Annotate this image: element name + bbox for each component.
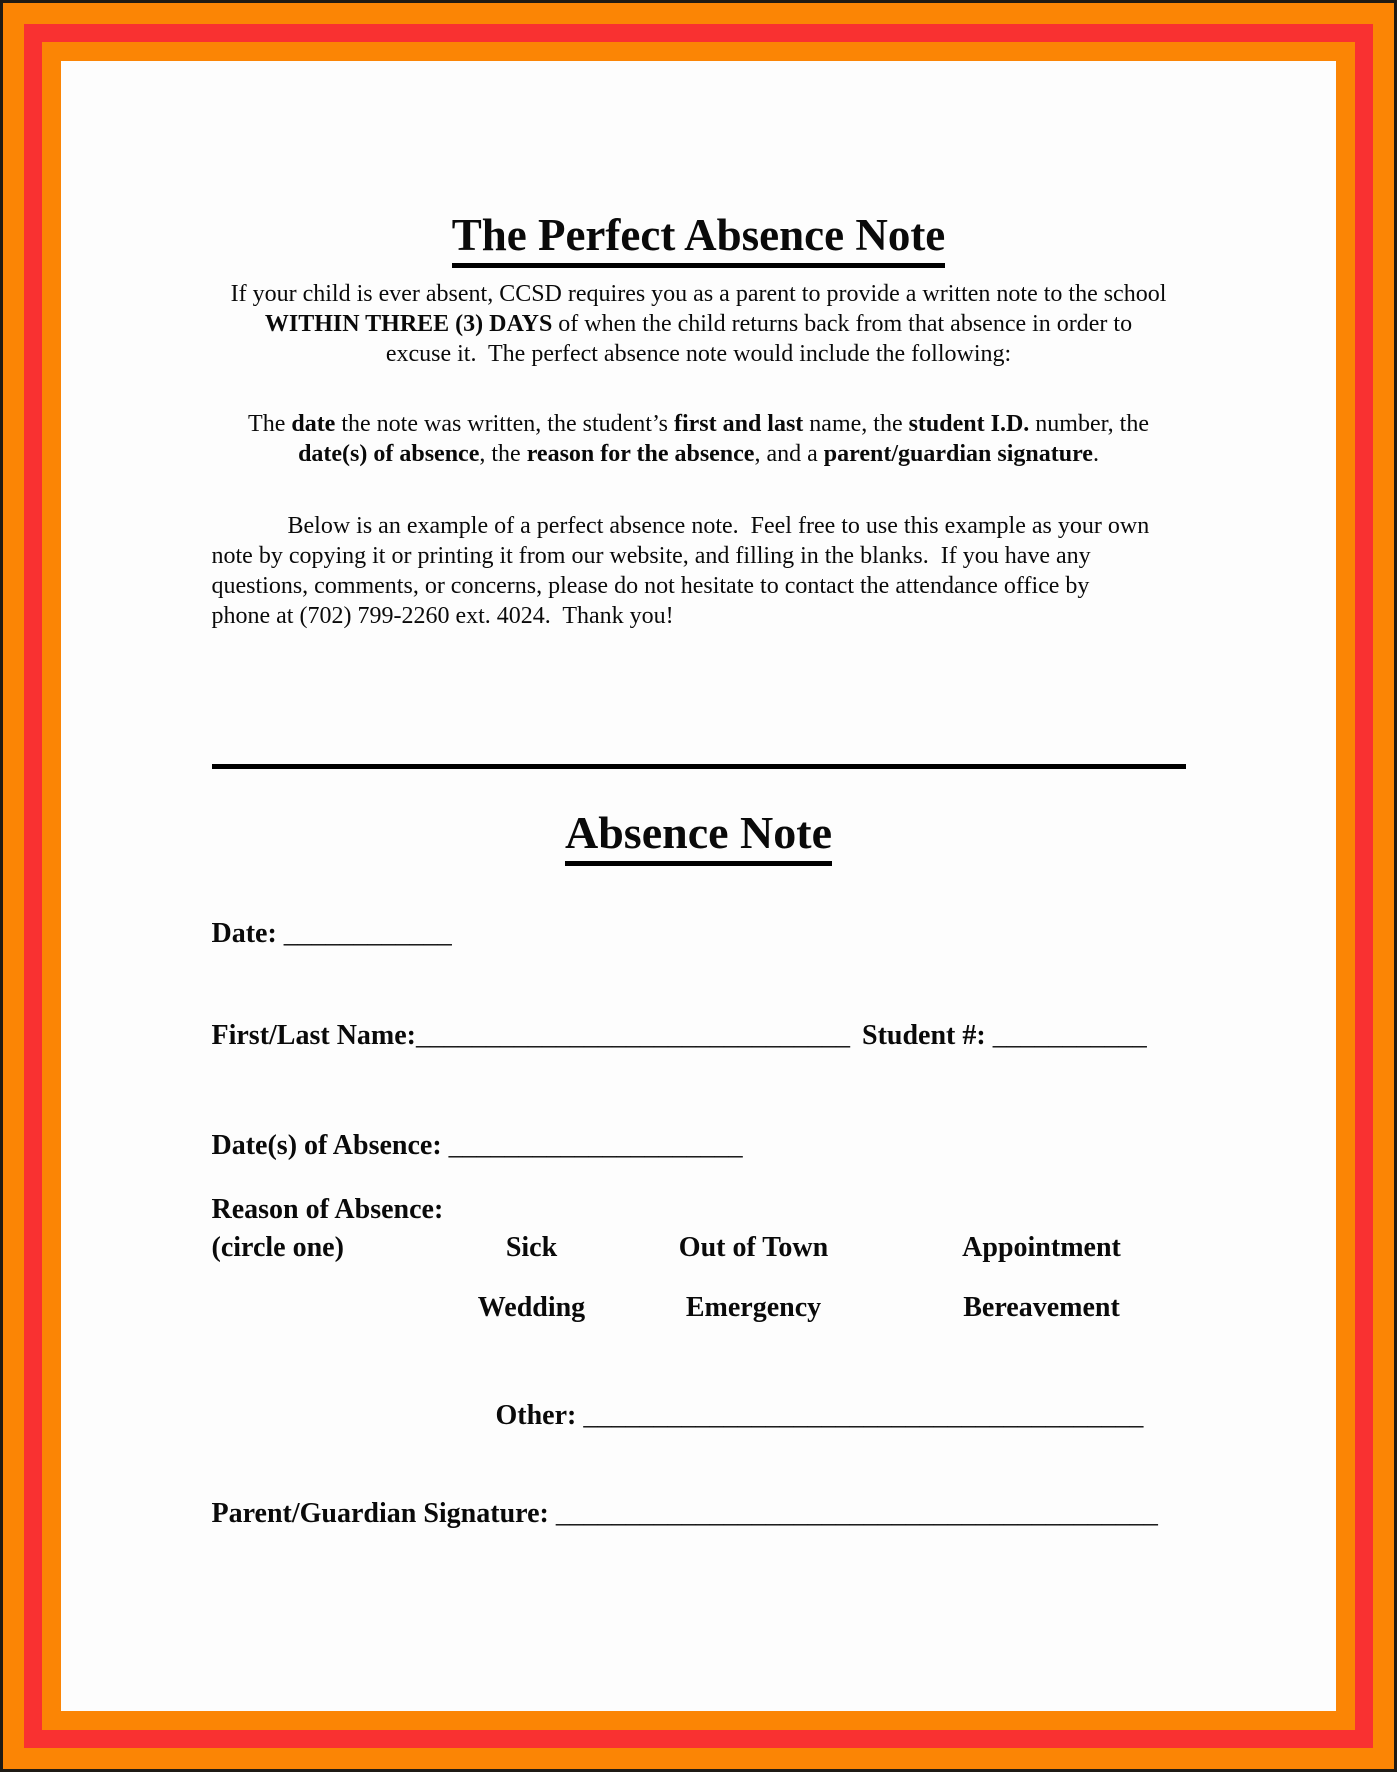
first-last-name-label: First/Last Name: (211, 1020, 417, 1051)
example-line-4: phone at (702) 799-2260 ext. 4024. Thank you! (211, 603, 674, 629)
absence-note-heading-text: Absence Note (565, 807, 832, 866)
student-id-bold: student I.D. (908, 411, 1030, 437)
intro-line-3: excuse it. The perfect absence note would include the following: (385, 341, 1012, 367)
student-number-label: Student #: (862, 1020, 986, 1051)
date-bold: date (291, 411, 336, 437)
border-band-orange-outer (3, 3, 1394, 1769)
text-segment: number, the (1029, 411, 1149, 437)
example-line-2: note by copying it or printing it from our website, and filling in the blanks. If you have any (211, 543, 1091, 569)
text-segment: name, the (803, 411, 909, 437)
intro-paragraph (212, 279, 1186, 369)
signature-bold: parent/guardian signature (823, 441, 1093, 467)
other-label: Other: (495, 1400, 577, 1431)
intro-line-1: If your child is ever absent, CCSD requires you as a parent to provide a written note to the school (230, 281, 1167, 307)
signature-row (212, 1495, 1186, 1533)
circle-one-hint: (circle one) (211, 1232, 344, 1263)
dates-of-absence-label: Date(s) of Absence: (211, 1130, 442, 1161)
date-label: Date: (211, 918, 277, 949)
reason-option-out-of-town: Out of Town (678, 1232, 829, 1263)
absence-note-heading (212, 803, 1186, 863)
within-three-days-bold: WITHIN THREE (3) DAYS (264, 311, 553, 337)
reason-option-appointment: Appointment (962, 1232, 1121, 1263)
example-line-1: Below is an example of a perfect absence note. Feel free to use this example as your own (287, 513, 1150, 539)
parent-guardian-signature-label: Parent/Guardian Signature: (211, 1498, 549, 1529)
reason-options-row-1 (212, 1229, 1186, 1267)
document-content (212, 61, 1186, 1533)
example-paragraph (212, 511, 1186, 631)
border-band-orange-inner (42, 42, 1355, 1730)
signature-blank-line: ___________________________________________ (555, 1498, 1158, 1529)
text-segment: . (1092, 441, 1099, 467)
required-items-paragraph (212, 409, 1186, 469)
required-items-line-2 (212, 439, 1186, 469)
text-segment: the note was written, the student’s (335, 411, 674, 437)
first-last-bold: first and last (673, 411, 804, 437)
reason-option-bereavement: Bereavement (963, 1292, 1120, 1323)
reason-option-sick: Sick (505, 1232, 558, 1263)
reason-of-absence-label: Reason of Absence: (211, 1194, 444, 1225)
student-number-blank-line: ___________ (992, 1020, 1147, 1051)
intro-line-2-rest: of when the child returns back from that absence in order to (552, 311, 1133, 337)
text-segment: , the (479, 441, 527, 467)
other-reason-row (212, 1397, 1186, 1435)
intro-line-2 (212, 309, 1186, 339)
example-line-3: questions, comments, or concerns, please do not hesitate to contact the attendance office by (211, 573, 1090, 599)
name-blank-line: _______________________________ (416, 1020, 851, 1051)
text-segment: , and a (754, 441, 824, 467)
section-divider (212, 764, 1186, 769)
reason-options-row-2 (212, 1289, 1186, 1327)
reason-of-absence-row (212, 1191, 1186, 1229)
text-segment: The (248, 411, 292, 437)
dates-of-absence-row (212, 1127, 1186, 1165)
reason-option-emergency: Emergency (685, 1292, 822, 1323)
reason-option-wedding: Wedding (477, 1292, 586, 1323)
dates-of-absence-bold: date(s) of absence (298, 441, 480, 467)
other-blank-line: ________________________________________ (583, 1400, 1144, 1431)
required-items-line-1 (212, 409, 1186, 439)
document-title-text: The Perfect Absence Note (452, 210, 946, 268)
border-band-red (24, 24, 1373, 1748)
document-title (212, 207, 1186, 263)
document-page (61, 61, 1336, 1711)
date-field-row (212, 915, 1186, 953)
reason-bold: reason for the absence (526, 441, 755, 467)
name-field-row (212, 1017, 1186, 1055)
date-blank-line: ____________ (283, 918, 452, 949)
dates-of-absence-blank-line: _____________________ (448, 1130, 743, 1161)
